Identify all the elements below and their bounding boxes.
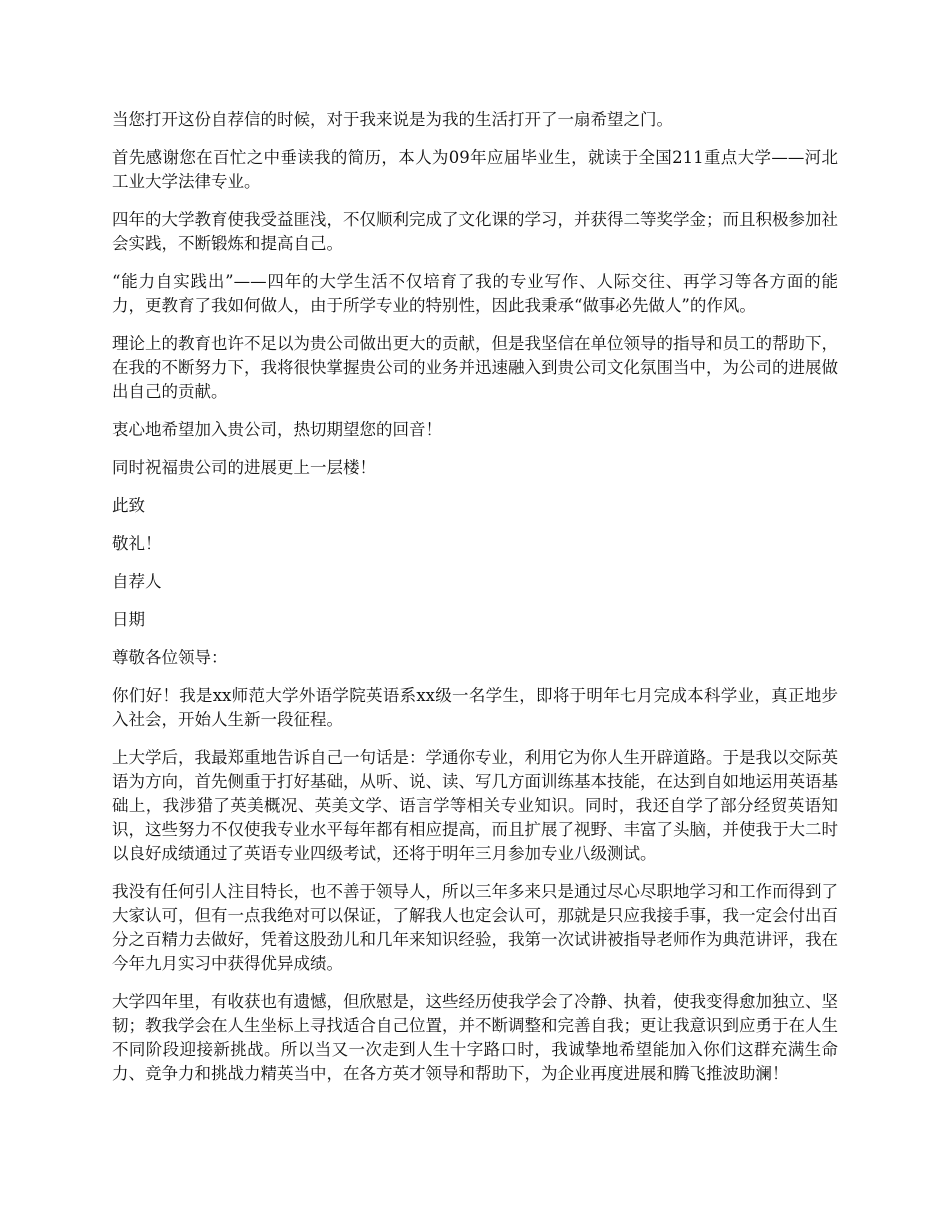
paragraph-hope: 衷心地希望加入贵公司，热切期望您的回音！ [112,420,442,439]
paragraph-opening: 当您打开这份自荐信的时候，对于我来说是为我的生活打开了一扇希望之门。 [112,110,673,129]
paragraph-contribution: 理论上的教育也许不足以为贵公司做出更大的贡献，但是我坚信在单位领导的指导和员工的帮助下，在我的不断努力下，我将很快掌握贵公司的业务并迅速融入到贵公司文化氛围当中，为公司的进展做出自己的贡献。 [112,334,838,401]
signature-label: 自荐人 [112,572,162,591]
paragraph-self-intro: 你们好！我是xx师范大学外语学院英语系xx级一名学生，即将于明年七月完成本科学业，真正地步入社会，开始人生新一段征程。 [112,686,838,729]
second-letter-greeting: 尊敬各位领导： [112,648,228,667]
paragraph-study: 上大学后，我最郑重地告诉自己一句话是：学通你专业，利用它为你人生开辟道路。于是我以交际英语为方向，首先侧重于打好基础，从听、说、读、写几方面训练基本技能，在达到自如地运用英语基础上，我涉猎了英美概况、英美文学、语言学等相关专业知识。同时，我还自学了部分经贸英语知识，这些努力不仅使我专业水平每年都有相应提高，而且扩展了视野、丰富了头脑，并使我于大二时以良好成绩通过了英语专业四级考试，还将于明年三月参加专业八级测试。 [112,748,838,863]
closing-salutation: 此致 [112,496,145,515]
paragraph-ability: “能力自实践出”——四年的大学生活不仅培育了我的专业写作、人际交往、再学习等各方面的能力，更教育了我如何做人，由于所学专业的特别性，因此我秉承“做事必先做人”的作风。 [112,272,838,315]
paragraph-introduction: 首先感谢您在百忙之中垂读我的简历，本人为09年应届毕业生，就读于全国211重点大学——河北工业大学法律专业。 [112,148,838,191]
date-label: 日期 [112,610,145,629]
paragraph-education: 四年的大学教育使我受益匪浅，不仅顺利完成了文化课的学习，并获得二等奖学金；而且积极参加社会实践，不断锻炼和提高自己。 [112,210,838,253]
closing-regards: 敬礼！ [112,534,162,553]
document-page [112,108,838,1100]
paragraph-reflection: 大学四年里，有收获也有遗憾，但欣慰是，这些经历使我学会了冷静、执着，使我变得愈加独立、坚韧；教我学会在人生坐标上寻找适合自己位置，并不断调整和完善自我；更让我意识到应勇于在人生不同阶段迎接新挑战。所以当又一次走到人生十字路口时，我诚挚地希望能加入你们这群充满生命力、竞争力和挑战力精英当中，在各方英才领导和帮助下，为企业再度进展和腾飞推波助澜！ [112,992,838,1083]
paragraph-wish: 同时祝福贵公司的进展更上一层楼！ [112,458,376,477]
paragraph-work-attitude: 我没有任何引人注目特长，也不善于领导人，所以三年多来只是通过尽心尽职地学习和工作而得到了大家认可，但有一点我绝对可以保证，了解我人也定会认可，那就是只应我接手事，我一定会付出百分之百精力去做好，凭着这股劲儿和几年来知识经验，我第一次试讲被指导老师作为典范讲评，我在今年九月实习中获得优异成绩。 [112,882,838,973]
